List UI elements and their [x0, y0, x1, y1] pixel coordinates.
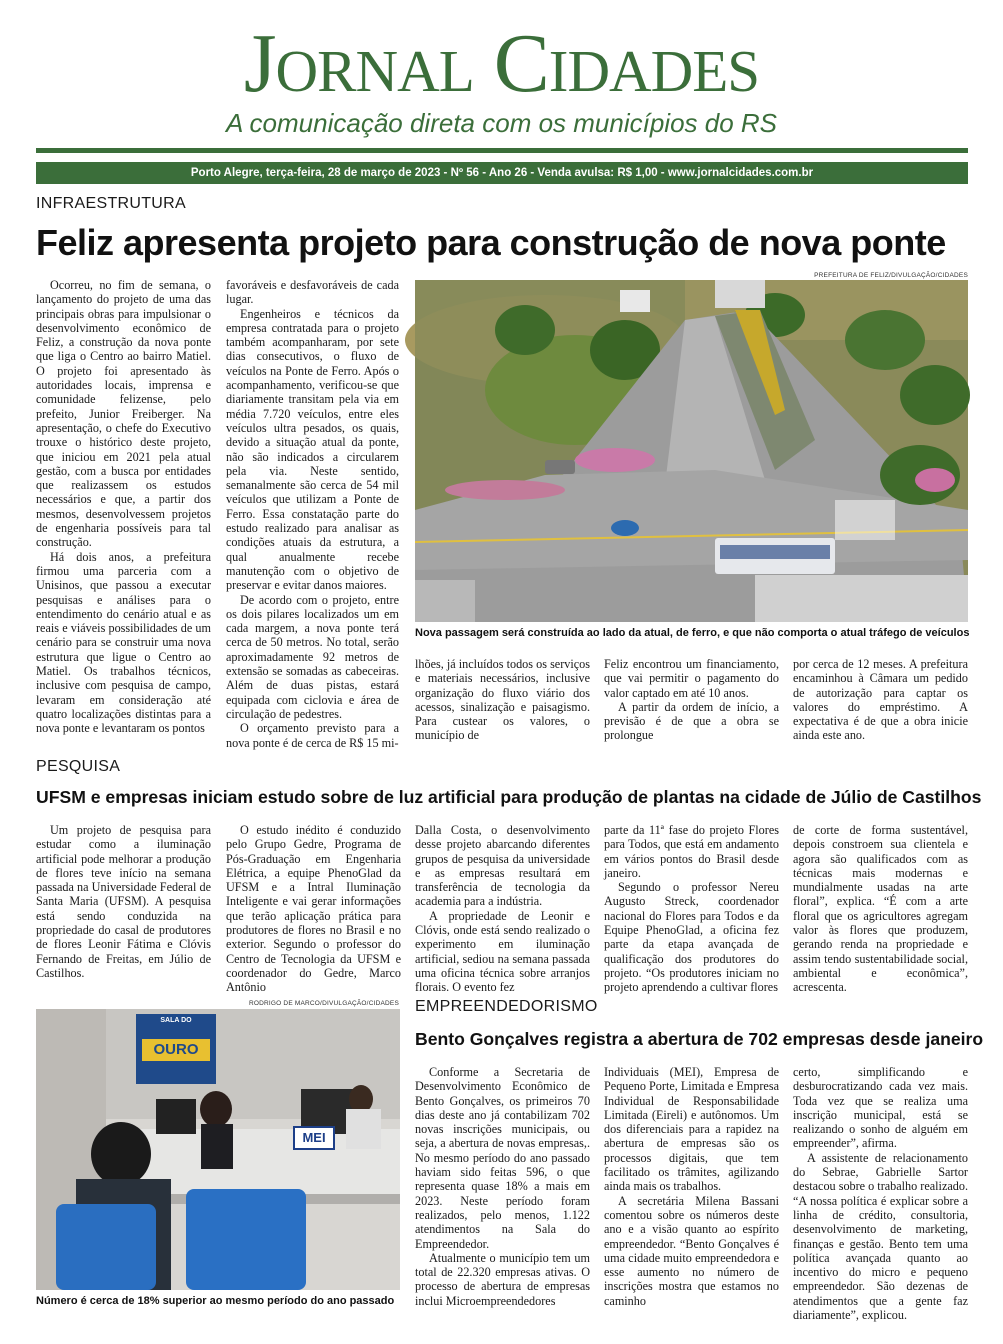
- masthead-title: Jornal Cidades: [243, 17, 760, 110]
- article1-column-3: [415, 657, 590, 743]
- section-label-empreendedorismo: EMPREENDEDORISMO: [415, 998, 598, 1015]
- article1-paragraph: lhões, já incluídos todos os serviços e materiais necessários, inclusive organização do fluxo viário dos acessos, sinalização e paisagismo. Para custear os valores, o município de: [415, 657, 590, 743]
- masthead-rule: [36, 148, 968, 153]
- section-label-pesquisa: PESQUISA: [36, 758, 121, 775]
- article3-paragraph: A secretária Milena Bassani comentou sobre os números deste ano e a visão quanto ao espírito empreendedor. “Bento Gonçalves é uma cidade muito empreendedora e esse aumento no número de inscrições mostra que estamos no caminho: [604, 1193, 779, 1308]
- article3-photo-credit: RODRIGO DE MARCO/DIVULGAÇÃO/CIDADES: [248, 1000, 399, 1007]
- photo-sign-main: OURO: [153, 1041, 199, 1058]
- article1-headline: Feliz apresenta projeto para construção de nova ponte: [36, 222, 946, 263]
- article1-paragraph: De acordo com o projeto, entre os dois pilares localizados um em cada margem, a nova ponte terá cerca de 50 metros. No total, serão aproximadamente 92 metros de extensão se somadas as cabeceiras. Além de duas pistas, estará equipada com ciclovia e área de circulação de pedestres.: [226, 592, 399, 721]
- article1-paragraph: Ocorreu, no fim de semana, o lançamento do projeto de uma das principais obras para impulsionar o desenvolvimento econômico de Feliz, a construção da nova ponte que liga o Centro ao bairro Matiel. O projeto foi apresentado às autoridades locais, imprensa e comunidade felizense, pelo prefeito, Junior Freiberger. Na apresentação, o chefe do Executivo trouxe o histórico deste projeto, que iniciou em 2021 pela atual gestão, com a busca por entidades que realizassem os estudos necessários e que, a partir dos mesmos, desenvolvessem projetos de engenharia possíveis para tal construção.: [36, 278, 211, 550]
- article3-photo-caption: Número é cerca de 18% superior ao mesmo período do ano passado: [36, 1295, 395, 1307]
- article1-paragraph: favoráveis e desfavoráveis de cada lugar.: [226, 278, 399, 307]
- article1-paragraph: O orçamento previsto para a nova ponte é de cerca de R$ 15 mi-: [226, 721, 399, 750]
- article3-paragraph: Atualmente o município tem um total de 22.320 empresas ativas. O processo de abertura de empresas inclui Microempreendedores: [415, 1250, 590, 1308]
- article1-photo-caption: Nova passagem será construída ao lado da atual, de ferro, e que não comporta o atual tráfego de veículos: [415, 627, 970, 639]
- article1-column-2: [226, 278, 399, 750]
- bridge-render-photo: [415, 280, 968, 622]
- article2-column-3: [415, 823, 590, 995]
- article3-paragraph: A assistente de relacionamento do Sebrae, Gabrielle Sartor destacou sobre o trabalho realizado. “A nossa política é explicar sobre a linha de crédito, consultoria, desenvolvimento de marketing, finanças e gestão. Bento tem uma política avançada quanto ao incentivo do micro e pequeno empreendedor. São dezenas de atendimentos que a gente faz diariamente”, explicou.: [793, 1150, 968, 1323]
- article2-paragraph: A propriedade de Leonir e Clóvis, onde está sendo realizado o experimento em iluminação artificial, sediou na semana passada uma oficina técnica sobre arranjos florais. O evento fez: [415, 908, 590, 995]
- article2-column-1: [36, 823, 211, 983]
- article2-paragraph: Um projeto de pesquisa para estudar como a iluminação artificial pode melhorar a produção de flores teve início na semana passada na Universidade Federal de Santa Maria (UFSM). A pesquisa está sendo conduzida na propriedade do casal de produtores de flores Leonir Fátima e Clóvis Fernando de Freitas, em Júlio de Castilhos.: [36, 823, 211, 980]
- article2-headline: UFSM e empresas iniciam estudo sobre de luz artificial para produção de plantas na cidade de Júlio de Castilhos: [36, 787, 982, 807]
- photo-sign-top: SALA DO: [160, 1017, 192, 1024]
- article3-column-2: [604, 1065, 779, 1310]
- article2-paragraph: de corte de forma sustentável, depois constroem sua clientela e agora são qualificados com as técnicas mais modernas e mundialmente usadas na arte floral”, explica. “É com a arte floral que os agricultores agregam valor às flores que produzem, gerando renda na propriedade e assim tendo sustentabilidade social, ambiental e econômica”, acrescenta.: [793, 823, 968, 995]
- article1-paragraph: Engenheiros e técnicos da empresa contratada para o projeto também acompanharam, por sete dias consecutivos, o fluxo de veículos na Ponte de Ferro. Após o acompanhamento, verificou-se que diariamente transitam pela via em média 7.720 veículos, entre eles veículos ultra pesados, os quais, devido a situação atual da ponte, não são indicados a circularem pela via. Neste sentido, semanalmente são cerca de 54 mil veículos que utilizam a Ponte de Ferro. Essa constatação parte do estudo realizado para analisar as condições atuais da estrutura, a qual anualmente recebe manutenção com o objetivo de preservar e evitar danos maiores.: [226, 306, 399, 593]
- article1-column-5: [793, 657, 968, 743]
- article2-paragraph: parte da 11ª fase do projeto Flores para Todos, que está em andamento em vários pontos do Brasil desde janeiro.: [604, 823, 779, 880]
- article2-paragraph: Dalla Costa, o desenvolvimento desse projeto abarcando diferentes grupos de pesquisa da universidade e as empresas resultará em transferência de tecnologia da academia para a indústria.: [415, 823, 590, 909]
- article3-paragraph: Individuais (MEI), Empresa de Pequeno Porte, Limitada e Empresa Individual de Responsabilidade Limitada (Eireli) e autônomos. Um dos diferenciais para a rapidez na abertura de empresas são os processos digitais, que tem facilitado os trâmites, agilizando ainda mais os trabalhos.: [604, 1065, 779, 1194]
- photo-sign-mei: MEI: [302, 1130, 326, 1145]
- article1-paragraph: Feliz encontrou um financiamento, que vai permitir o pagamento do valor captado em até 10 anos.: [604, 657, 779, 700]
- dateline-bar: Porto Alegre, terça-feira, 28 de março de 2023 - Nº 56 - Ano 26 - Venda avulsa: R$ 1,00 - www.jornalcidades.com.br: [36, 162, 968, 184]
- article3-paragraph: Conforme a Secretaria de Desenvolvimento Econômico de Bento Gonçalves, os primeiros 70 dias deste ano já contabilizam 702 novas inscrições municipais, ou seja, a abertura de novas empresas,. No mesmo período do ano passado haviam sido feitas 596, o que representa quase 18% a mais em 2023. Neste período foram realizados, pelo menos, 1.122 atendimentos na Sala do Empreendedor.: [415, 1065, 590, 1251]
- article3-headline: Bento Gonçalves registra a abertura de 702 empresas desde janeiro: [415, 1029, 984, 1049]
- article3-column-3: [793, 1065, 968, 1323]
- article1-photo-credit: PREFEITURA DE FELIZ/DIVULGAÇÃO/CIDADES: [814, 272, 968, 279]
- article2-paragraph: Segundo o professor Nereu Augusto Streck, coordenador nacional do Flores para Todos e da Equipe PhenoGlad, a oficina fez parte da etapa avançada de qualificação dos produtores do projeto. “Os produtores iniciam no projeto aprendendo a cultivar flores: [604, 880, 779, 995]
- article2-column-5: [793, 823, 968, 995]
- article2-column-2: [226, 823, 401, 995]
- article1-paragraph: Há dois anos, a prefeitura firmou uma parceria com a Unisinos, que passou a executar pesquisas e análises para o entendimento do cenário atual e as reais e viáveis possibilidades de um cenário para se construir uma nova estrutura que ligue o Centro ao Matiel. Os trabalhos técnicos, inclusive com pesquisa de campo, levaram em consideração até quatro localizações distintas para a nova ponte e levantaram os pontos: [36, 549, 211, 736]
- article2-paragraph: O estudo inédito é conduzido pelo Grupo Gedre, Programa de Pós-Graduação em Engenharia Elétrica, a equipe PhenoGlad da UFSM e a Intral Iluminação Inteligente e vai gerar informações que terão aplicação prática para produtores de flores no Brasil e no exterior. Segundo o professor do Centro de Tecnologia da UFSM e coordenador do Gedre, Marco Antônio: [226, 823, 401, 995]
- masthead-subtitle: A comunicação direta com os municípios do RS: [225, 108, 778, 138]
- article1-column-4: [604, 657, 779, 743]
- article3-paragraph: certo, simplificando e desburocratizando cada vez mais. Toda vez que se realiza uma inscrição municipal, está se realizando o sonho de alguém em empreender”, afirma.: [793, 1065, 968, 1151]
- article2-column-4: [604, 823, 779, 995]
- article1-column-1: [36, 278, 211, 736]
- article1-paragraph: por cerca de 12 meses. A prefeitura encaminhou à Câmara um pedido de autorização para captar os valores do empréstimo. A expectativa é de que a obra inicie ainda este ano.: [793, 657, 968, 743]
- office-photo: [36, 1009, 400, 1290]
- article3-column-1: [415, 1065, 590, 1310]
- section-label-infraestrutura: INFRAESTRUTURA: [36, 195, 186, 212]
- article1-paragraph: A partir da ordem de início, a previsão é de que a obra se prolongue: [604, 699, 779, 743]
